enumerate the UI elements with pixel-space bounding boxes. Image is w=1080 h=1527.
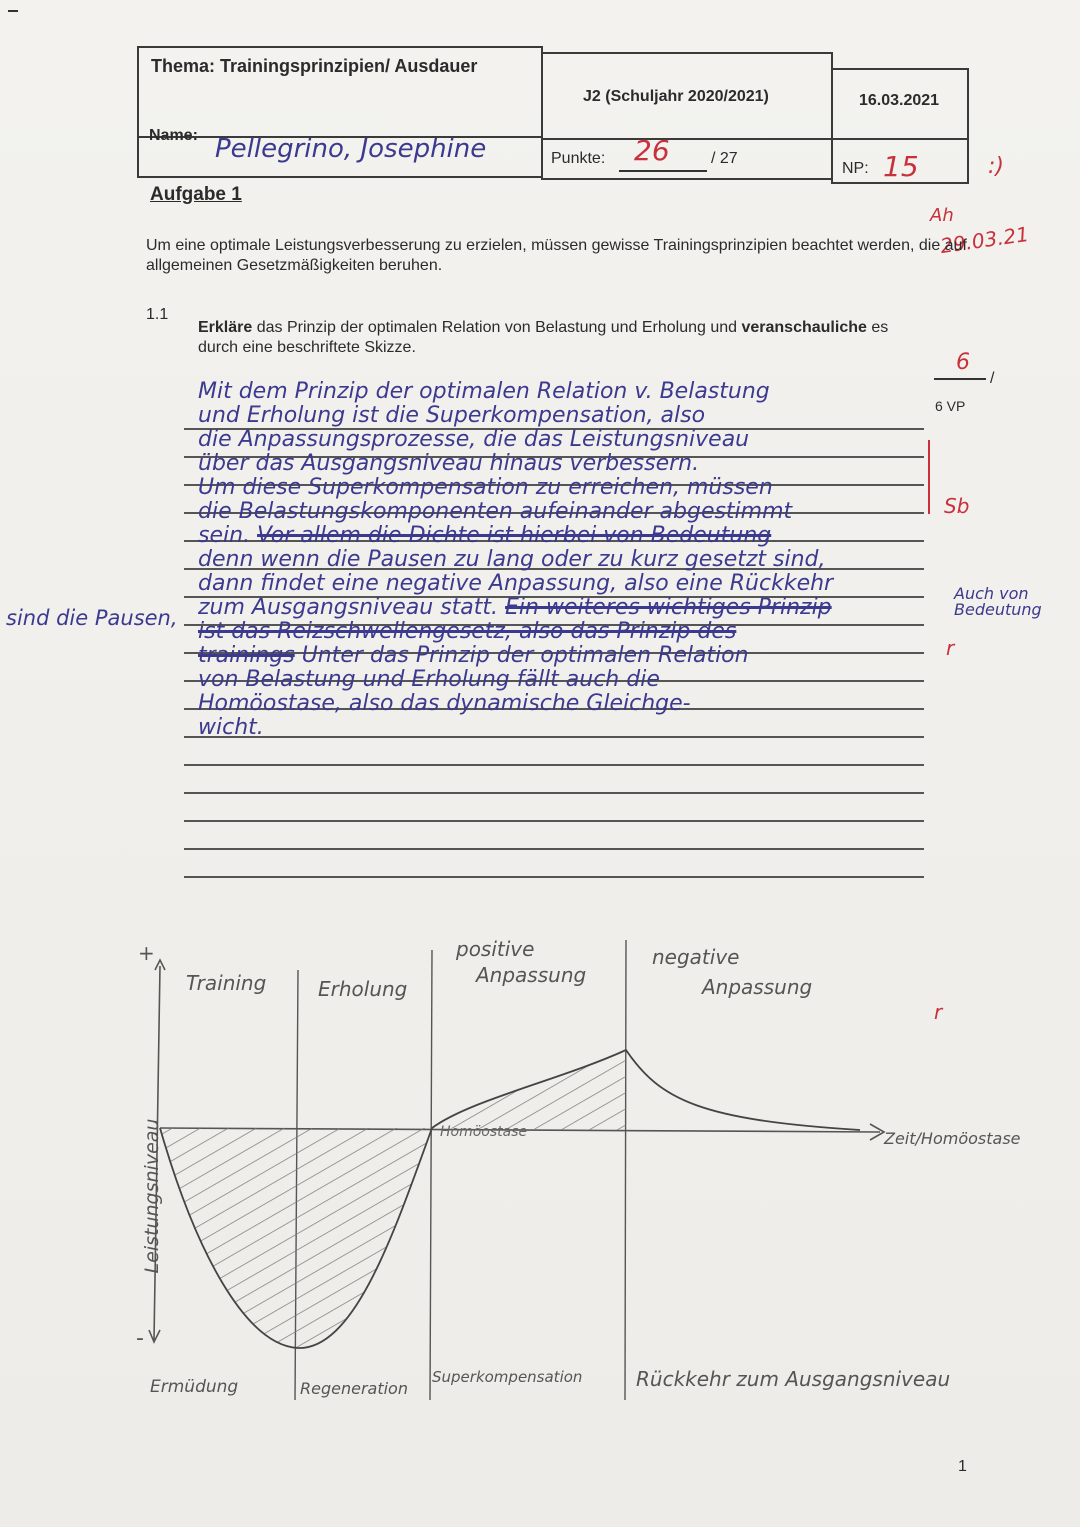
answer-line: und Erholung ist die Superkompensation, also bbox=[198, 403, 706, 428]
margin-insert: sind die Pausen, bbox=[6, 606, 178, 630]
task-intro: Um eine optimale Leistungsverbesserung zu erzielen, müssen gewisse Trainingsprinzipien beachtet werden, die auf allgemeinen Gesetzmäßigkeiten beruhen. bbox=[146, 237, 967, 274]
bottom-label-rueckkehr: Rückkehr zum Ausgangsniveau bbox=[636, 1367, 951, 1391]
np-label: NP: bbox=[842, 160, 869, 177]
subtask-text bbox=[198, 318, 928, 358]
answer-line-rest: Unter das Prinzip der optimalen Relation bbox=[301, 643, 749, 668]
answer-line: Homöostase, also das dynamische Gleichge- bbox=[198, 691, 691, 716]
x-axis-label: Zeit/Homöostase bbox=[884, 1129, 1021, 1148]
score-fraction-line bbox=[934, 378, 986, 380]
minus-sign: - bbox=[136, 1326, 144, 1351]
ruled-line bbox=[184, 876, 924, 878]
answer-line bbox=[198, 524, 940, 548]
teacher-date: 29.03.21 bbox=[938, 221, 1031, 259]
answer-line: dann findet eine negative Anpassung, also eine Rückkehr bbox=[198, 571, 834, 596]
points-value: 26 bbox=[634, 134, 670, 167]
answer-line-start: sein. bbox=[198, 523, 251, 548]
score-max: 6 VP bbox=[935, 398, 966, 414]
ruled-line bbox=[184, 792, 924, 794]
sketch-diagram bbox=[0, 920, 1080, 1420]
phase-label-negative-2: Anpassung bbox=[702, 975, 813, 999]
answer-line: Um diese Superkompensation zu erreichen, müssen bbox=[198, 475, 773, 500]
bottom-label-superkompensation: Superkompensation bbox=[432, 1368, 583, 1386]
score-note: Sb bbox=[944, 494, 970, 518]
points-max: / 27 bbox=[711, 150, 738, 167]
smiley: :) bbox=[988, 154, 1004, 179]
phase-label-positive-2: Anpassung bbox=[476, 963, 587, 987]
phase-label-negative: negative bbox=[652, 945, 740, 969]
answer-line: über das Ausgangsniveau hinaus verbessern. bbox=[198, 451, 700, 476]
name-label: Name: bbox=[149, 127, 198, 144]
phase-label-positive: positive bbox=[456, 937, 535, 961]
phase-label-erholung: Erholung bbox=[318, 977, 408, 1001]
points-underline bbox=[619, 170, 707, 172]
crossed-text: Ein weiteres wichtiges Prinzip bbox=[505, 595, 832, 620]
ruled-line bbox=[184, 848, 924, 850]
bottom-label-regeneration: Regeneration bbox=[300, 1379, 408, 1398]
crossed-text: trainings bbox=[198, 643, 295, 668]
date-label: 16.03.2021 bbox=[859, 92, 940, 109]
class-label: J2 (Schuljahr 2020/2021) bbox=[583, 88, 769, 105]
answer-line: von Belastung und Erholung fällt auch die bbox=[198, 667, 660, 692]
corner-mark bbox=[8, 10, 18, 12]
crossed-line: ist das Reizschwellengesetz, also das Prinzip des bbox=[198, 619, 737, 644]
answer-line bbox=[198, 644, 940, 668]
bottom-label-ermuedung: Ermüdung bbox=[150, 1377, 239, 1397]
answer-line: wicht. bbox=[198, 715, 264, 740]
student-name: Pellegrino, Josephine bbox=[215, 134, 487, 164]
y-axis-label: Leistungsniveau bbox=[141, 1118, 163, 1274]
subtask-number: 1.1 bbox=[146, 306, 169, 323]
subtask-verb-1: Erkläre bbox=[198, 319, 253, 336]
score-earned: 6 bbox=[956, 350, 970, 375]
check-mark-2: r bbox=[934, 1000, 943, 1024]
phase-divider bbox=[430, 950, 432, 1400]
answer-line-start: zum Ausgangsniveau statt. bbox=[198, 595, 499, 620]
phase-divider bbox=[625, 940, 626, 1400]
page-number: 1 bbox=[958, 1458, 967, 1475]
answer-line: Mit dem Prinzip der optimalen Relation v. Belastung bbox=[198, 379, 770, 404]
points-label: Punkte: bbox=[551, 150, 606, 167]
ruled-line bbox=[184, 820, 924, 822]
teacher-initials: Ah bbox=[930, 205, 954, 226]
subtask-verb-2: veranschauliche bbox=[741, 319, 867, 336]
crossed-text: Vor allem die Dichte ist hierbei von Bedeutung bbox=[257, 523, 772, 548]
answer-line: die Anpassungsprozesse, die das Leistungsniveau bbox=[198, 427, 750, 452]
plus-sign: + bbox=[138, 941, 155, 965]
ruled-line bbox=[184, 764, 924, 766]
np-value: 15 bbox=[883, 150, 919, 183]
answer-line bbox=[198, 596, 940, 620]
subtask-text-1: das Prinzip der optimalen Relation von Belastung und Erholung und bbox=[256, 319, 738, 336]
answer-line: denn wenn die Pausen zu lang oder zu kurz gesetzt sind, bbox=[198, 547, 826, 572]
answer-text bbox=[198, 380, 940, 740]
header-table bbox=[137, 46, 1004, 203]
phase-label-training: Training bbox=[186, 971, 267, 995]
score-slash: / bbox=[990, 370, 995, 387]
subtask-text-2: es durch eine beschriftete Skizze. bbox=[198, 319, 889, 356]
margin-note: Auch von Bedeutung bbox=[954, 584, 1042, 619]
check-mark-1: r bbox=[946, 636, 955, 660]
task-title: Aufgabe 1 bbox=[150, 184, 242, 205]
homeostasis-label: Homöostase bbox=[440, 1124, 528, 1140]
topic-label: Thema: Trainingsprinzipien/ Ausdauer bbox=[151, 56, 478, 76]
answer-line: die Belastungskomponenten aufeinander abgestimmt bbox=[198, 499, 793, 524]
